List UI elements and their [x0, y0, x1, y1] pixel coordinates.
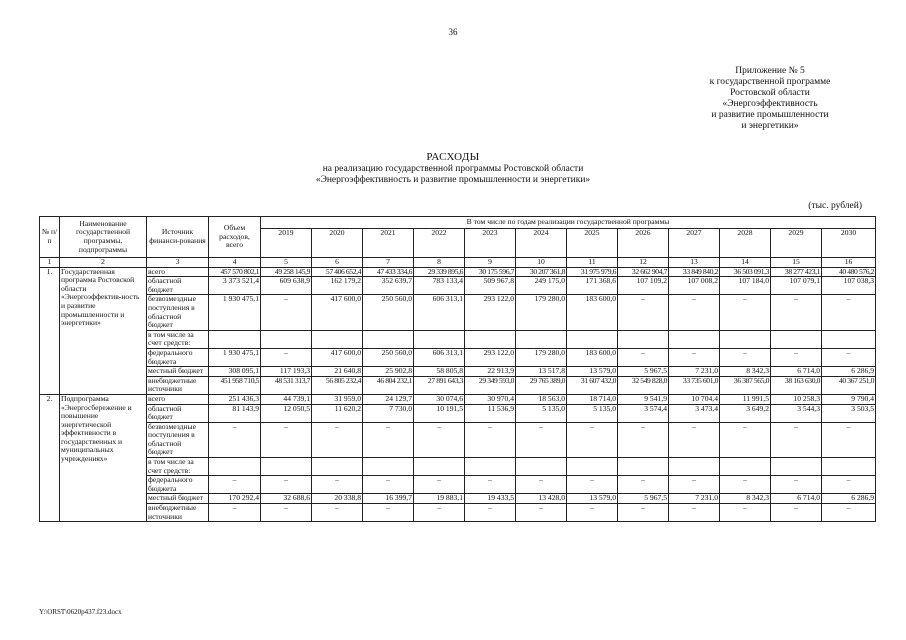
appendix-line: «Энергоэффективность	[722, 99, 818, 109]
year-value-cell: –	[312, 476, 363, 494]
document-subtitle	[0, 164, 906, 186]
year-value-cell: –	[720, 504, 771, 522]
year-value-cell: 5 135,0	[516, 404, 567, 422]
appendix-line: и энергетики»	[741, 121, 799, 131]
funding-source: местный бюджет	[147, 494, 209, 504]
column-index: 9	[465, 258, 516, 268]
year-value-cell: –	[567, 476, 618, 494]
header-source: Источник финанси-рования	[147, 217, 209, 258]
year-value-cell	[669, 330, 720, 348]
year-value-cell: 606 313,1	[414, 348, 465, 366]
funding-source: внебюджетные источники	[147, 376, 209, 394]
year-value-cell: 179 280,0	[516, 295, 567, 330]
header-num: № п/п	[40, 217, 60, 258]
year-value-cell: 27 891 643,3	[414, 376, 465, 394]
year-value-cell: 107 109,2	[618, 277, 669, 295]
year-value-cell: 18 714,0	[567, 394, 618, 404]
header-year: 2019	[261, 229, 312, 258]
year-value-cell: –	[669, 504, 720, 522]
year-value-cell: –	[618, 422, 669, 457]
year-value-cell: 44 739,1	[261, 394, 312, 404]
year-value-cell: 32 662 904,7	[618, 267, 669, 277]
year-value-cell: –	[363, 476, 414, 494]
program-name: Подпрограмма «Энергосбережение и повышение энергетической эффективности в государственных и муниципальных учреждениях»	[60, 394, 147, 521]
year-value-cell: 40 367 251,0	[822, 376, 876, 394]
year-value-cell: 10 258,3	[771, 394, 822, 404]
year-value-cell: –	[822, 295, 876, 330]
expenses-table-wrapper	[39, 216, 876, 522]
year-value-cell: 8 342,3	[720, 494, 771, 504]
funding-source: местный бюджет	[147, 367, 209, 377]
year-value-cell: 9 790,4	[822, 394, 876, 404]
year-value-cell: 11 620,2	[312, 404, 363, 422]
funding-source: федерального бюджета	[147, 476, 209, 494]
year-value-cell: 10 191,5	[414, 404, 465, 422]
funding-source: областной бюджет	[147, 277, 209, 295]
year-value-cell: –	[771, 422, 822, 457]
year-value-cell: –	[669, 476, 720, 494]
funding-source: внебюджетные источники	[147, 504, 209, 522]
year-value-cell: –	[465, 476, 516, 494]
year-value-cell: 29 339 895,6	[414, 267, 465, 277]
year-value-cell: 7 730,0	[363, 404, 414, 422]
funding-source: в том числе за счет средств:	[147, 330, 209, 348]
year-value-cell: 249 175,0	[516, 277, 567, 295]
year-value-cell: 5 135,0	[567, 404, 618, 422]
table-row	[40, 458, 876, 476]
year-value-cell: 3 544,3	[771, 404, 822, 422]
subtitle-line: «Энергоэффективность и развитие промышленности и энергетики»	[315, 175, 591, 185]
header-by-years: В том числе по годам реализации государственной программы	[261, 217, 876, 229]
column-index-row	[40, 258, 876, 268]
year-value-cell	[363, 330, 414, 348]
year-value-cell: –	[822, 348, 876, 366]
year-value-cell: –	[771, 504, 822, 522]
column-index: 12	[618, 258, 669, 268]
year-value-cell	[618, 330, 669, 348]
year-value-cell	[516, 330, 567, 348]
year-value-cell: 352 639,7	[363, 277, 414, 295]
year-value-cell: –	[720, 348, 771, 366]
year-value-cell: 6 714,0	[771, 494, 822, 504]
year-value-cell: 6 714,0	[771, 367, 822, 377]
year-value-cell: 10 704,4	[669, 394, 720, 404]
year-value-cell: 107 038,3	[822, 277, 876, 295]
year-value-cell: –	[261, 348, 312, 366]
header-year: 2030	[822, 229, 876, 258]
year-value-cell	[771, 330, 822, 348]
funding-source: всего	[147, 394, 209, 404]
year-value-cell: –	[720, 295, 771, 330]
column-index: 5	[261, 258, 312, 268]
year-value-cell: 47 433 334,6	[363, 267, 414, 277]
table-row	[40, 295, 876, 330]
year-value-cell: 7 231,0	[669, 494, 720, 504]
header-year: 2020	[312, 229, 363, 258]
year-value-cell: 32 549 828,0	[618, 376, 669, 394]
year-value-cell: –	[771, 295, 822, 330]
table-row	[40, 277, 876, 295]
funding-source: в том числе за счет средств:	[147, 458, 209, 476]
year-value-cell: 40 480 576,2	[822, 267, 876, 277]
year-value-cell: 5 967,5	[618, 367, 669, 377]
table-row	[40, 348, 876, 366]
year-value-cell: –	[822, 422, 876, 457]
year-value-cell	[465, 458, 516, 476]
funding-source: федерального бюджета	[147, 348, 209, 366]
year-value-cell: 117 193,3	[261, 367, 312, 377]
table-row	[40, 504, 876, 522]
table-row	[40, 476, 876, 494]
total-volume-cell	[209, 458, 261, 476]
column-index: 6	[312, 258, 363, 268]
year-value-cell: 606 313,1	[414, 295, 465, 330]
appendix-line: Ростовской области	[730, 88, 810, 98]
year-value-cell: 7 231,0	[669, 367, 720, 377]
header-year: 2025	[567, 229, 618, 258]
year-value-cell: –	[414, 422, 465, 457]
header-year: 2026	[618, 229, 669, 258]
appendix-line: и развитие промышленности	[711, 110, 829, 120]
year-value-cell: 31 975 979,6	[567, 267, 618, 277]
column-index: 14	[720, 258, 771, 268]
column-index: 1	[40, 258, 60, 268]
header-year: 2024	[516, 229, 567, 258]
year-value-cell: –	[261, 295, 312, 330]
table-row	[40, 267, 876, 277]
year-value-cell: 6 286,9	[822, 494, 876, 504]
year-value-cell: 250 560,0	[363, 295, 414, 330]
year-value-cell: 22 913,9	[465, 367, 516, 377]
year-value-cell	[771, 458, 822, 476]
year-value-cell: 183 600,0	[567, 295, 618, 330]
header-year: 2027	[669, 229, 720, 258]
header-name: Наименование государственной программы, подпрограммы	[60, 217, 147, 258]
file-path-footer: Y:\ORST\0620p437.f23.docx	[39, 608, 122, 616]
year-value-cell: 293 122,0	[465, 348, 516, 366]
year-value-cell	[720, 458, 771, 476]
year-value-cell: –	[363, 504, 414, 522]
column-index: 15	[771, 258, 822, 268]
column-index: 10	[516, 258, 567, 268]
year-value-cell: –	[618, 476, 669, 494]
year-value-cell: 20 338,8	[312, 494, 363, 504]
table-row	[40, 330, 876, 348]
year-value-cell	[567, 458, 618, 476]
year-value-cell: 38 163 630,0	[771, 376, 822, 394]
year-value-cell: –	[312, 504, 363, 522]
year-value-cell: 57 406 652,4	[312, 267, 363, 277]
header-year: 2021	[363, 229, 414, 258]
year-value-cell: 46 804 232,1	[363, 376, 414, 394]
appendix-block	[690, 66, 850, 132]
year-value-cell	[363, 458, 414, 476]
total-volume-cell: 308 095,1	[209, 367, 261, 377]
document-title: РАСХОДЫ	[426, 151, 480, 163]
year-value-cell: 179 280,0	[516, 348, 567, 366]
total-volume-cell: 457 570 802,1	[209, 267, 261, 277]
year-value-cell: –	[618, 295, 669, 330]
header-year: 2022	[414, 229, 465, 258]
year-value-cell: 183 600,0	[567, 348, 618, 366]
appendix-line: к государственной программе	[709, 77, 831, 87]
year-value-cell: –	[516, 504, 567, 522]
year-value-cell: 19 433,5	[465, 494, 516, 504]
year-value-cell: 48 531 313,7	[261, 376, 312, 394]
year-value-cell: 30 970,4	[465, 394, 516, 404]
year-value-cell: 107 079,1	[771, 277, 822, 295]
year-value-cell: 293 122,0	[465, 295, 516, 330]
year-value-cell: 56 805 232,4	[312, 376, 363, 394]
year-value-cell: –	[567, 504, 618, 522]
header-year: 2023	[465, 229, 516, 258]
year-value-cell: –	[618, 348, 669, 366]
year-value-cell: –	[261, 422, 312, 457]
total-volume-cell: –	[209, 422, 261, 457]
year-value-cell	[618, 458, 669, 476]
year-value-cell: 13 579,0	[567, 367, 618, 377]
header-year: 2029	[771, 229, 822, 258]
year-value-cell: 417 600,0	[312, 295, 363, 330]
year-value-cell: –	[312, 422, 363, 457]
year-value-cell: 11 536,9	[465, 404, 516, 422]
table-row	[40, 494, 876, 504]
column-index: 11	[567, 258, 618, 268]
year-value-cell: 30 175 596,7	[465, 267, 516, 277]
year-value-cell: 18 563,0	[516, 394, 567, 404]
header-year: 2028	[720, 229, 771, 258]
year-value-cell: –	[618, 504, 669, 522]
expenses-table	[39, 216, 876, 522]
year-value-cell: 13 517,8	[516, 367, 567, 377]
year-value-cell: –	[465, 504, 516, 522]
year-value-cell	[669, 458, 720, 476]
appendix-line: Приложение № 5	[735, 66, 805, 76]
year-value-cell: –	[669, 348, 720, 366]
year-value-cell: –	[567, 422, 618, 457]
year-value-cell: –	[516, 422, 567, 457]
year-value-cell: –	[414, 476, 465, 494]
column-index: 13	[669, 258, 720, 268]
funding-source: всего	[147, 267, 209, 277]
total-volume-cell: –	[209, 504, 261, 522]
year-value-cell	[516, 458, 567, 476]
year-value-cell: 49 258 145,9	[261, 267, 312, 277]
header-row	[40, 217, 876, 229]
year-value-cell: –	[771, 348, 822, 366]
year-value-cell: –	[720, 422, 771, 457]
column-index: 3	[147, 258, 209, 268]
column-index: 4	[209, 258, 261, 268]
year-value-cell: –	[771, 476, 822, 494]
year-value-cell: 30 207 361,8	[516, 267, 567, 277]
table-row	[40, 404, 876, 422]
year-value-cell: 33 735 601,0	[669, 376, 720, 394]
column-index: 8	[414, 258, 465, 268]
year-value-cell: 8 342,3	[720, 367, 771, 377]
year-value-cell: 19 883,1	[414, 494, 465, 504]
year-value-cell: 25 902,8	[363, 367, 414, 377]
total-volume-cell: 251 436,3	[209, 394, 261, 404]
year-value-cell: –	[669, 422, 720, 457]
year-value-cell: 5 967,5	[618, 494, 669, 504]
year-value-cell: 31 607 432,0	[567, 376, 618, 394]
units-label: (тыс. рублей)	[808, 201, 862, 211]
year-value-cell	[822, 330, 876, 348]
year-value-cell: 13 579,0	[567, 494, 618, 504]
year-value-cell: 3 503,5	[822, 404, 876, 422]
total-volume-cell: –	[209, 476, 261, 494]
funding-source: областной бюджет	[147, 404, 209, 422]
year-value-cell	[465, 330, 516, 348]
year-value-cell	[414, 458, 465, 476]
program-name: Государственная программа Ростовской области «Энергоэффектив-ность и развитие промышленности и энергетики»	[60, 267, 147, 394]
row-number: 1.	[40, 267, 60, 394]
year-value-cell: –	[669, 295, 720, 330]
year-value-cell: 38 277 423,1	[771, 267, 822, 277]
year-value-cell: 13 428,0	[516, 494, 567, 504]
year-value-cell: 21 640,8	[312, 367, 363, 377]
year-value-cell: 509 967,8	[465, 277, 516, 295]
year-value-cell	[414, 330, 465, 348]
year-value-cell: 11 991,5	[720, 394, 771, 404]
year-value-cell: –	[822, 476, 876, 494]
table-row	[40, 367, 876, 377]
year-value-cell: 16 399,7	[363, 494, 414, 504]
funding-source: безвозмездные поступления в областной бюджет	[147, 422, 209, 457]
year-value-cell: 107 184,0	[720, 277, 771, 295]
year-value-cell	[720, 330, 771, 348]
column-index: 2	[60, 258, 147, 268]
total-volume-cell: 3 373 521,4	[209, 277, 261, 295]
year-value-cell: 3 574,4	[618, 404, 669, 422]
year-value-cell	[312, 330, 363, 348]
year-value-cell: –	[414, 504, 465, 522]
year-value-cell: 32 688,6	[261, 494, 312, 504]
column-index: 7	[363, 258, 414, 268]
year-value-cell	[261, 458, 312, 476]
year-value-cell: 162 179,2	[312, 277, 363, 295]
year-value-cell: 36 503 091,3	[720, 267, 771, 277]
year-value-cell: 29 765 389,0	[516, 376, 567, 394]
total-volume-cell: 81 143,9	[209, 404, 261, 422]
year-value-cell	[312, 458, 363, 476]
year-value-cell	[261, 330, 312, 348]
year-value-cell: 9 541,9	[618, 394, 669, 404]
total-volume-cell: 451 958 710,5	[209, 376, 261, 394]
year-value-cell: 30 074,6	[414, 394, 465, 404]
year-value-cell: 783 133,4	[414, 277, 465, 295]
year-value-cell: –	[261, 504, 312, 522]
year-value-cell: –	[261, 476, 312, 494]
subtitle-line: на реализацию государственной программы Ростовской области	[322, 164, 584, 174]
year-value-cell: –	[516, 476, 567, 494]
table-row	[40, 376, 876, 394]
total-volume-cell	[209, 330, 261, 348]
year-value-cell: 417 600,0	[312, 348, 363, 366]
year-value-cell: –	[822, 504, 876, 522]
year-value-cell	[822, 458, 876, 476]
year-value-cell: 31 959,0	[312, 394, 363, 404]
year-value-cell: –	[363, 422, 414, 457]
year-value-cell: –	[720, 476, 771, 494]
table-row	[40, 422, 876, 457]
total-volume-cell: 170 292,4	[209, 494, 261, 504]
year-value-cell: 6 286,9	[822, 367, 876, 377]
header-volume: Объем расходов, всего	[209, 217, 261, 258]
row-number: 2.	[40, 394, 60, 521]
page-number: 36	[448, 27, 458, 37]
total-volume-cell: 1 930 475,1	[209, 348, 261, 366]
year-value-cell: 33 849 840,2	[669, 267, 720, 277]
year-value-cell: 29 349 593,0	[465, 376, 516, 394]
column-index: 16	[822, 258, 876, 268]
table-row	[40, 394, 876, 404]
year-value-cell: 58 805,8	[414, 367, 465, 377]
funding-source: безвозмездные поступления в областной бюджет	[147, 295, 209, 330]
year-value-cell: 3 473,4	[669, 404, 720, 422]
year-value-cell: 107 008,2	[669, 277, 720, 295]
year-value-cell: 12 050,5	[261, 404, 312, 422]
year-value-cell: 609 638,9	[261, 277, 312, 295]
year-value-cell: –	[465, 422, 516, 457]
year-value-cell: 171 368,6	[567, 277, 618, 295]
year-value-cell	[567, 330, 618, 348]
year-value-cell: 250 560,0	[363, 348, 414, 366]
year-value-cell: 24 129,7	[363, 394, 414, 404]
year-value-cell: 3 649,2	[720, 404, 771, 422]
year-value-cell: 36 387 565,0	[720, 376, 771, 394]
total-volume-cell: 1 930 475,1	[209, 295, 261, 330]
